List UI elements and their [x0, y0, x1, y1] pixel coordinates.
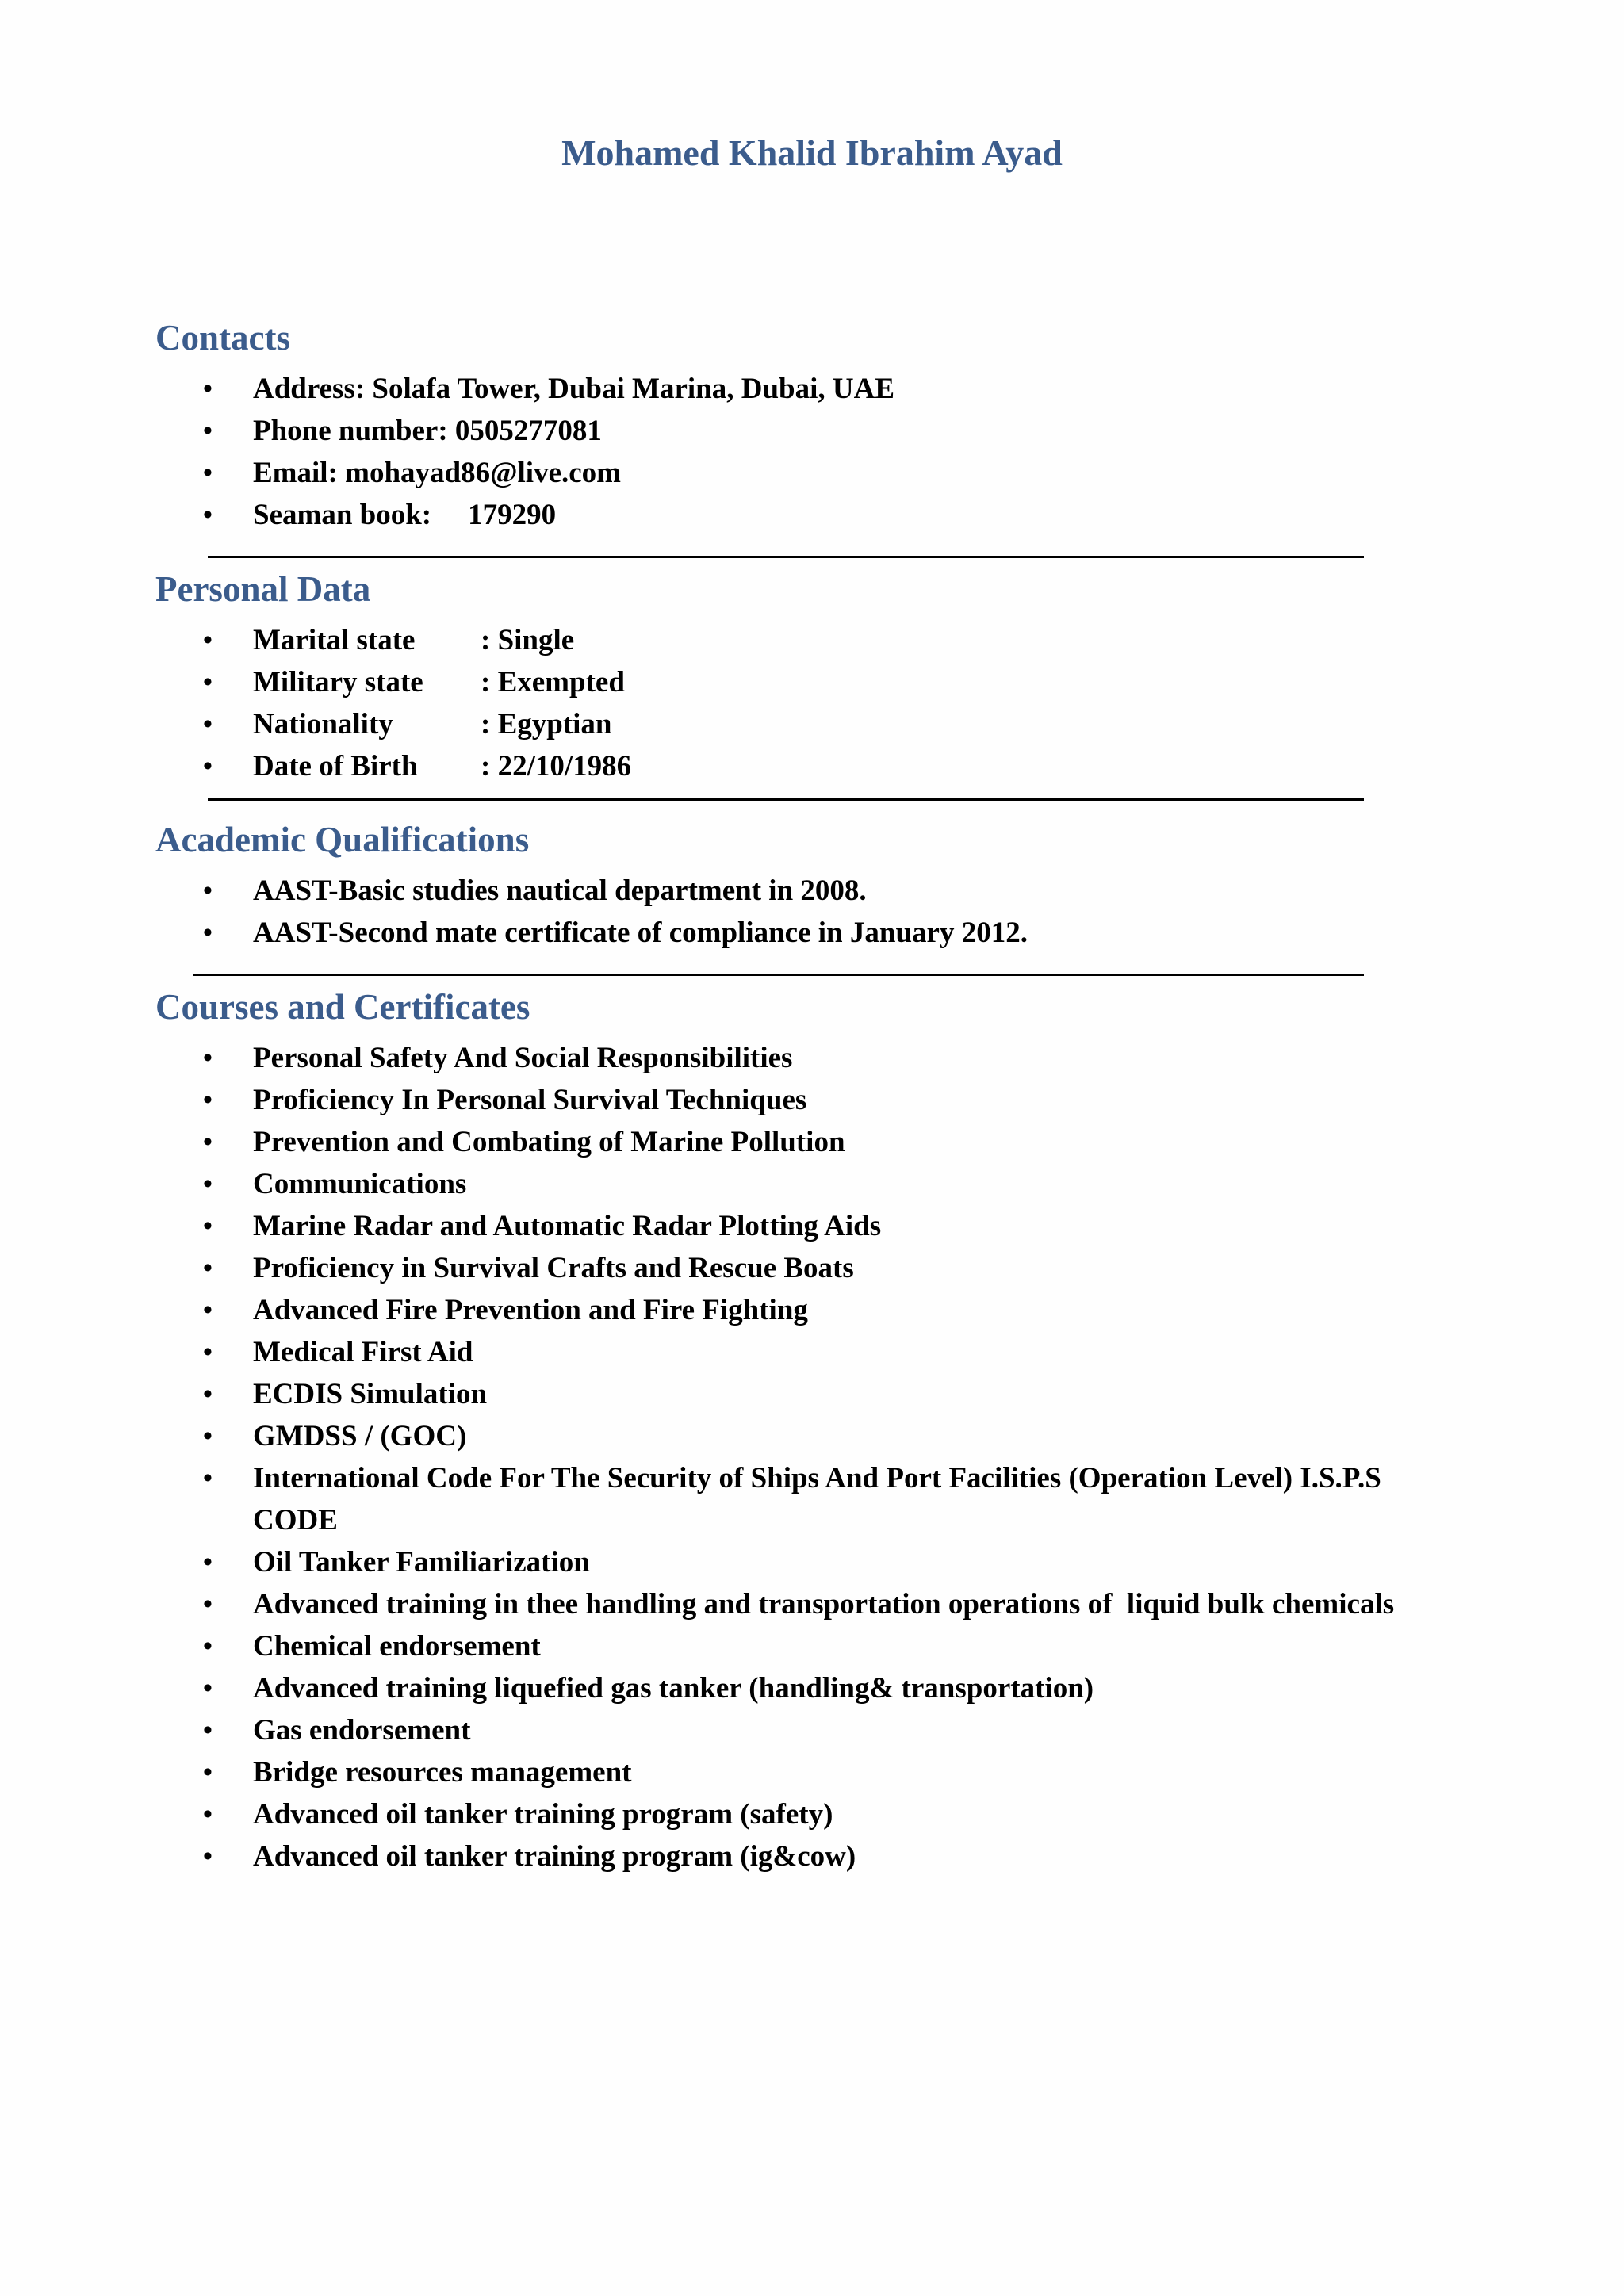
- bullet-icon: •: [203, 1380, 213, 1409]
- bullet-icon: •: [203, 1295, 213, 1325]
- course-item: • Personal Safety And Social Responsibilities: [0, 1037, 1419, 1079]
- personal-row-nationality: • Nationality : Egyptian: [0, 703, 631, 745]
- academic-item: • AAST-Basic studies nautical department in 2008.: [0, 870, 1028, 912]
- bullet-icon: •: [203, 668, 213, 697]
- course-item: • GMDSS / (GOC): [0, 1415, 1419, 1457]
- personal-row-birth: • Date of Birth : 22/10/1986: [0, 745, 631, 787]
- course-item: • Advanced oil tanker training program (ig&cow): [0, 1835, 1419, 1877]
- course-item: • Chemical endorsement: [0, 1625, 1419, 1667]
- bullet-icon: •: [203, 1674, 213, 1703]
- bullet-icon: •: [203, 752, 213, 781]
- section-divider: [193, 974, 1364, 976]
- course-item: • Medical First Aid: [0, 1331, 1419, 1373]
- bullet-icon: •: [203, 1127, 213, 1157]
- course-item: • Marine Radar and Automatic Radar Plotting Aids: [0, 1205, 1419, 1247]
- bullet-icon: •: [203, 1253, 213, 1283]
- course-item: • Advanced training in thee handling and transportation operations of liquid bulk chemicals: [0, 1583, 1419, 1625]
- course-item: • Oil Tanker Familiarization: [0, 1541, 1419, 1583]
- contacts-list: [0, 368, 894, 536]
- section-divider: [208, 556, 1364, 558]
- bullet-icon: •: [203, 1211, 213, 1241]
- bullet-icon: •: [203, 1758, 213, 1787]
- courses-list: [0, 1037, 1419, 1877]
- academic-list: [0, 870, 1028, 954]
- bullet-icon: •: [203, 918, 213, 947]
- bullet-icon: •: [203, 1716, 213, 1745]
- contact-address: • Address: Solafa Tower, Dubai Marina, Dubai, UAE: [0, 368, 894, 410]
- course-item: • International Code For The Security of Ships And Port Facilities (Operation Level) I.S.P.S CODE: [0, 1457, 1419, 1541]
- bullet-icon: •: [203, 1800, 213, 1829]
- academic-heading: Academic Qualifications: [155, 820, 530, 859]
- course-item: • Advanced oil tanker training program (safety): [0, 1793, 1419, 1835]
- personal-row-marital: • Marital state : Single: [0, 619, 631, 661]
- personal-data-heading: Personal Data: [155, 569, 371, 609]
- bullet-icon: •: [203, 876, 213, 905]
- course-item: • Proficiency In Personal Survival Techniques: [0, 1079, 1419, 1121]
- bullet-icon: •: [203, 1337, 213, 1367]
- bullet-icon: •: [203, 1548, 213, 1577]
- course-item: • Advanced Fire Prevention and Fire Fighting: [0, 1289, 1419, 1331]
- bullet-icon: •: [203, 626, 213, 655]
- bullet-icon: •: [203, 1085, 213, 1115]
- course-item: • Advanced training liquefied gas tanker (handling& transportation): [0, 1667, 1419, 1709]
- bullet-icon: •: [203, 1422, 213, 1451]
- bullet-icon: •: [203, 1043, 213, 1073]
- bullet-icon: •: [203, 1464, 213, 1493]
- course-item: • ECDIS Simulation: [0, 1373, 1419, 1415]
- bullet-icon: •: [203, 710, 213, 739]
- course-item: • Gas endorsement: [0, 1709, 1419, 1751]
- person-name: Mohamed Khalid Ibrahim Ayad: [561, 132, 1063, 173]
- personal-data-list: [0, 619, 631, 787]
- course-item: • Bridge resources management: [0, 1751, 1419, 1793]
- bullet-icon: •: [203, 1842, 213, 1871]
- course-item: • Prevention and Combating of Marine Pollution: [0, 1121, 1419, 1163]
- course-item: • Communications: [0, 1163, 1419, 1205]
- seaman-book-value: 179290: [468, 499, 557, 531]
- contact-email: • Email: mohayad86@live.com: [0, 452, 894, 494]
- contacts-heading: Contacts: [155, 318, 290, 358]
- contact-phone: • Phone number: 0505277081: [0, 410, 894, 452]
- bullet-icon: •: [203, 1632, 213, 1661]
- contact-seaman-book: [0, 494, 894, 536]
- section-divider: [208, 798, 1364, 801]
- bullet-icon: •: [203, 458, 213, 488]
- course-item: • Proficiency in Survival Crafts and Rescue Boats: [0, 1247, 1419, 1289]
- personal-row-military: • Military state : Exempted: [0, 661, 631, 703]
- courses-heading: Courses and Certificates: [155, 987, 530, 1027]
- academic-item: • AAST-Second mate certificate of compliance in January 2012.: [0, 912, 1028, 954]
- bullet-icon: •: [203, 500, 213, 530]
- bullet-icon: •: [203, 1169, 213, 1199]
- bullet-icon: •: [203, 374, 213, 404]
- seaman-book-label: Seaman book:: [253, 499, 432, 531]
- bullet-icon: •: [203, 1590, 213, 1619]
- bullet-icon: •: [203, 416, 213, 446]
